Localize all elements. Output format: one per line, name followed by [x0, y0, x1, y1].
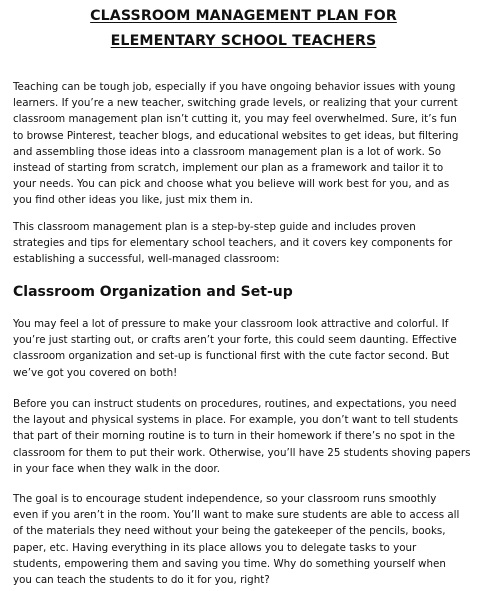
intro-paragraph: Teaching can be tough job, especially if you have ongoing behavior issues with young learners. If you’re a new teacher, switching grade levels, or realizing that your current classroom management plan isn’t cutting it, you may feel overwhelmed. Sure, it’s fun to browse Pinterest, teacher blogs, and educational websites to get ideas, but filtering and assembling those ideas into a classroom management plan is a lot of work. So instead of starting from scratch, implement our plan as a framework and tailor it to your needs. You can pick and choose what you believe will work best for you, and as you find other ideas you like, just mix them in.	[13, 81, 459, 207]
section-paragraph-1: You may feel a lot of pressure to make your classroom look attractive and colorful. If you’re just starting out, or crafts aren’t your forte, this could seem daunting. Effective classroom organization and set-up is functional first with the cute factor second. But we’ve got you covered on both!	[13, 318, 457, 379]
section-paragraph-2: Before you can instruct students on procedures, routines, and expectations, you need the layout and physical systems in place. For example, you don’t want to tell students that part of their morning routine is to turn in their homework if there’s no spot in the classroom for them to put their work. Otherwise, you’ll have 25 students shoving papers in your face when they walk in the door.	[13, 398, 471, 475]
document-title-line-1: CLASSROOM MANAGEMENT PLAN FOR	[90, 8, 397, 24]
section-heading: Classroom Organization and Set-up	[13, 284, 293, 300]
section-paragraph-3: The goal is to encourage student independence, so your classroom runs smoothly even if you aren’t in the room. You’ll want to make sure students are able to access all of the materials they need without your being the gatekeeper of the pencils, books, paper, etc. Having everything in its place allows you to delegate tasks to your students, empowering them and saving you time. Why do something yourself when you can teach the students to do it for you, right?	[13, 493, 460, 587]
document-title-line-2: ELEMENTARY SCHOOL TEACHERS	[110, 33, 377, 49]
overview-paragraph: This classroom management plan is a step-by-step guide and includes proven strategies and tips for elementary school teachers, and it covers key components for establishing a successful, well-managed classroom:	[13, 221, 453, 266]
